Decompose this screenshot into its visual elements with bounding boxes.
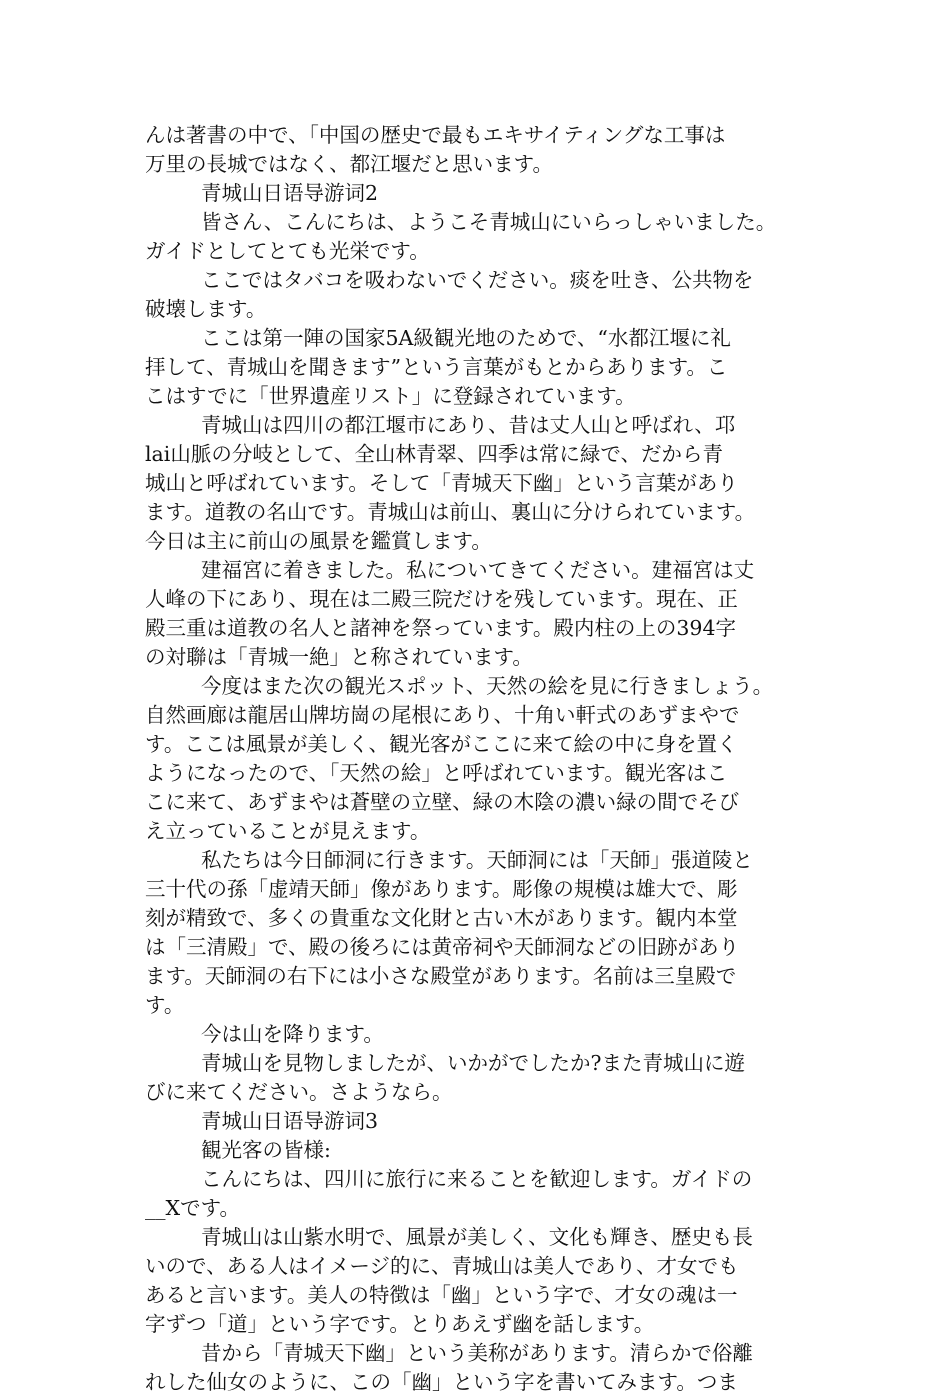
text-line: 拝して、青城山を聞きます”という言葉がもとからあります。こ — [145, 355, 728, 379]
text-line: ます。道教の名山です。青城山は前山、裏山に分けられています。 — [145, 500, 756, 524]
text-line: lai山脈の分岐として、全山林青翠、四季は常に緑で、だから青 — [145, 442, 724, 466]
text-line: 今日は主に前山の風景を鑑賞します。 — [145, 529, 492, 553]
text-line: 自然画廊は龍居山牌坊崗の尾根にあり、十角い軒式のあずまやで — [145, 703, 740, 727]
text-line: す。 — [145, 993, 185, 1017]
text-line: 字ずつ「道」という字です。とりあえず幽を話します。 — [145, 1312, 655, 1336]
text-line: 殿三重は道教の名人と諸神を祭っています。殿内柱の上の394字 — [145, 616, 736, 640]
document-page — [145, 121, 825, 1397]
text-line: す。ここは風景が美しく、観光客がここに来て絵の中に身を置く — [145, 732, 738, 756]
text-line: 万里の長城ではなく、都江堰だと思います。 — [145, 152, 553, 176]
text-line: 青城山は山紫水明で、風景が美しく、文化も輝き、歴史も長 — [201, 1225, 753, 1249]
text-line: 昔から「青城天下幽」という美称があります。清らかで俗離 — [201, 1341, 753, 1365]
text-line: 青城山日语导游词3 — [201, 1109, 379, 1133]
text-line: こはすでに「世界遺産リスト」に登録されています。 — [145, 384, 636, 408]
text-line: 青城山を見物しましたが、いかがでしたか?また青城山に遊 — [201, 1051, 745, 1075]
text-line: は「三清殿」で、殿の後ろには黄帝祠や天師洞などの旧跡があり — [145, 935, 740, 959]
text-line: 今は山を降ります。 — [201, 1022, 384, 1046]
text-line: いので、ある人はイメージ的に、青城山は美人であり、才女でも — [145, 1254, 739, 1278]
text-line: の対聯は「青城一絶」と称されています。 — [145, 645, 533, 669]
text-line: びに来てください。さようなら。 — [145, 1080, 453, 1104]
text-line: 今度はまた次の観光スポット、天然の絵を見に行きましょう。 — [201, 674, 774, 698]
text-line: こんにちは、四川に旅行に来ることを歓迎します。ガイドの — [201, 1167, 753, 1191]
text-line: 人峰の下にあり、現在は二殿三院だけを残しています。現在、正 — [145, 587, 738, 611]
text-line: ここではタバコを吸わないでください。痰を吐き、公共物を — [201, 268, 754, 292]
text-line: ここは第一陣の国家5A級観光地のためで、“水都江堰に礼 — [201, 326, 731, 350]
text-line: ます。天師洞の右下には小さな殿堂があります。名前は三皇殿で — [145, 964, 737, 988]
text-line: 私たちは今日師洞に行きます。天師洞には「天師」張道陵と — [201, 848, 753, 872]
text-line: え立っていることが見えます。 — [145, 819, 431, 843]
text-line: れした仙女のように、この「幽」という字を書いてみます。つま — [145, 1370, 738, 1394]
text-line: __Xです。 — [145, 1196, 240, 1220]
text-line: ガイドとしてとても光栄です。 — [145, 239, 430, 263]
text-line: 観光客の皆様: — [201, 1138, 331, 1162]
text-line: 刻が精致で、多くの貴重な文化財と古い木があります。観内本堂 — [145, 906, 738, 930]
text-line: あると言います。美人の特徴は「幽」という字で、才女の魂は一 — [145, 1283, 738, 1307]
text-line: こに来て、あずまやは蒼壁の立壁、緑の木陰の濃い緑の間でそび — [145, 790, 740, 814]
text-line: 青城山は四川の都江堰市にあり、昔は丈人山と呼ばれ、邛 — [201, 413, 736, 437]
text-line: ようになったので、「天然の絵」と呼ばれています。観光客はこ — [145, 761, 728, 785]
text-line: 城山と呼ばれています。そして「青城天下幽」という言葉があり — [145, 471, 738, 495]
text-line: 建福宮に着きました。私についてきてください。建福宮は丈 — [201, 558, 755, 582]
text-line: 青城山日语导游词2 — [201, 181, 379, 205]
text-line: 破壊します。 — [145, 297, 267, 321]
text-line: んは著書の中で、「中国の歴史で最もエキサイティングな工事は — [145, 123, 726, 147]
text-line: 皆さん、こんにちは、ようこそ青城山にいらっしゃいました。 — [201, 210, 777, 234]
text-line: 三十代の孫「虚靖天師」像があります。彫像の規模は雄大で、彫 — [145, 877, 738, 901]
